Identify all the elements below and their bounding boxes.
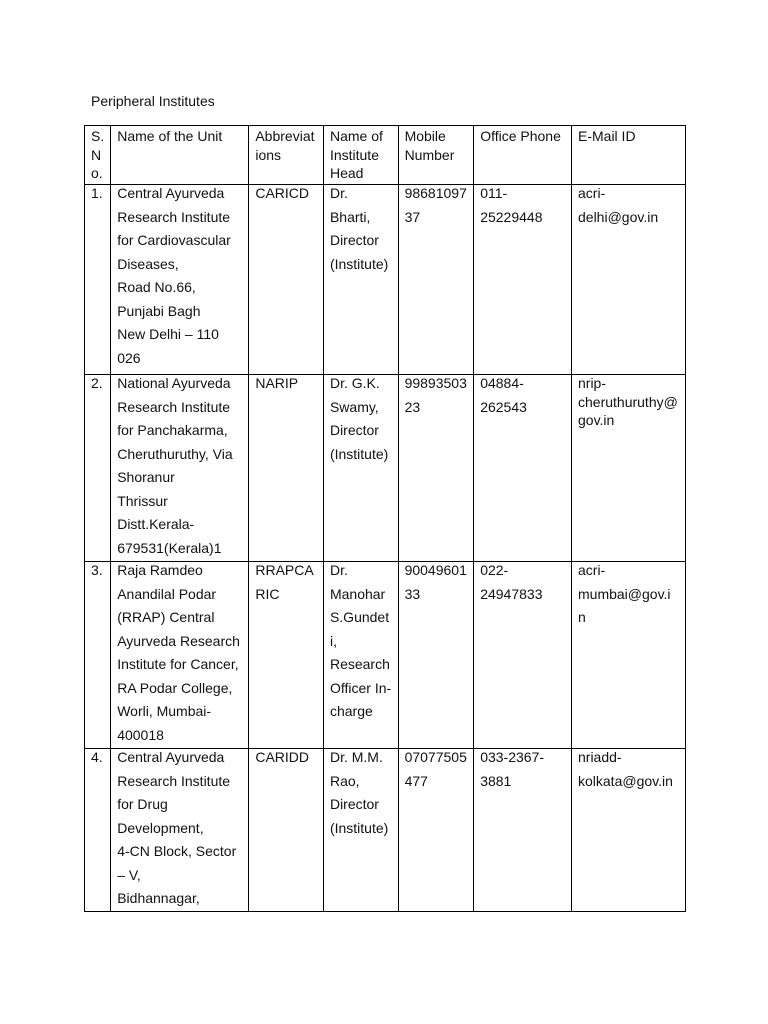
cell-unit-name: Raja Ramdeo Anandilal Podar (RRAP) Central Ayurveda Research Institute for Cancer, RA Podar College, Worli, Mumbai- 400018 [111,562,249,749]
cell-office-phone: 022- 24947833 [474,562,572,749]
cell-institute-head: Dr. M.M. Rao, Director (Institute) [323,749,398,912]
cell-email[interactable]: acri- mumbai@gov.i n [572,562,686,749]
cell-abbreviation: CARIDD [249,749,324,912]
header-institute-head: Name of Institute Head [323,126,398,185]
cell-office-phone: 011- 25229448 [474,185,572,375]
cell-unit-name: Central Ayurveda Research Institute for Drug Development, 4-CN Block, Sector – V, Bidhannagar, [111,749,249,912]
page-heading: Peripheral Institutes [91,93,215,109]
cell-institute-head: Dr. Manohar S.Gundet i, Research Officer In- charge [323,562,398,749]
cell-email[interactable]: acri- delhi@gov.in [572,185,686,375]
cell-institute-head: Dr. Bharti, Director (Institute) [323,185,398,375]
cell-abbreviation: NARIP [249,375,324,562]
cell-abbreviation: RRAPCA RIC [249,562,324,749]
cell-abbreviation: CARICD [249,185,324,375]
institutes-table [84,125,686,912]
cell-sno: 1. [85,185,111,375]
cell-email[interactable]: nrip- cheruthuruthy@ gov.in [572,375,686,562]
cell-email[interactable]: nriadd- kolkata@gov.in [572,749,686,912]
cell-sno: 4. [85,749,111,912]
header-sno: S. N o. [85,126,111,185]
table-row [85,749,686,912]
cell-mobile: 07077505 477 [398,749,474,912]
table-row [85,562,686,749]
cell-unit-name: Central Ayurveda Research Institute for Cardiovascular Diseases, Road No.66, Punjabi Bagh New Delhi – 110 026 [111,185,249,375]
table-header-row [85,126,686,185]
table-row [85,185,686,375]
cell-office-phone: 033-2367- 3881 [474,749,572,912]
header-mobile: Mobile Number [398,126,474,185]
cell-sno: 2. [85,375,111,562]
cell-mobile: 90049601 33 [398,562,474,749]
cell-office-phone: 04884- 262543 [474,375,572,562]
header-office-phone: Office Phone [474,126,572,185]
cell-mobile: 98681097 37 [398,185,474,375]
cell-sno: 3. [85,562,111,749]
cell-unit-name: National Ayurveda Research Institute for Panchakarma, Cheruthuruthy, Via Shoranur Thrissur Distt.Kerala- 679531(Kerala)1 [111,375,249,562]
header-abbreviations: Abbreviat ions [249,126,324,185]
cell-institute-head: Dr. G.K. Swamy, Director (Institute) [323,375,398,562]
cell-mobile: 99893503 23 [398,375,474,562]
header-email: E-Mail ID [572,126,686,185]
table-row [85,375,686,562]
header-name: Name of the Unit [111,126,249,185]
